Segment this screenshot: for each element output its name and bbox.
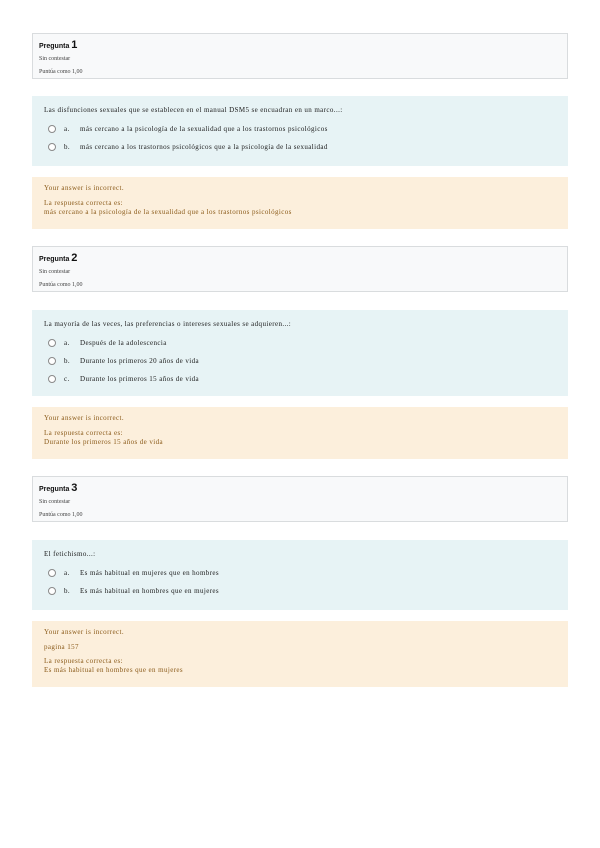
correct-answer-label: La respuesta correcta es: bbox=[44, 657, 123, 665]
feedback-2 bbox=[32, 407, 568, 459]
feedback-3 bbox=[32, 621, 568, 687]
question-info-1 bbox=[32, 33, 568, 79]
question-state: Sin contestar bbox=[39, 499, 71, 505]
feedback-note: pagina 157 bbox=[44, 643, 79, 651]
radio-button[interactable] bbox=[48, 587, 56, 595]
answer-options bbox=[44, 120, 556, 156]
correct-answer: más cercano a la psicología de la sexualidad que a los trastornos psicológicos bbox=[44, 208, 292, 216]
option-text: más cercano a la psicología de la sexualidad que a los trastornos psicológicos bbox=[80, 125, 328, 133]
answer-options bbox=[44, 334, 556, 388]
question-text: Las disfunciones sexuales que se establecen en el manual DSM5 se encuadran en un marco...: bbox=[44, 106, 343, 114]
option-letter: b. bbox=[64, 143, 71, 151]
answer-option-c[interactable] bbox=[44, 370, 556, 388]
option-text: Es más habitual en hombres que en mujeres bbox=[80, 587, 220, 595]
correct-answer: Es más habitual en hombres que en mujeres bbox=[44, 666, 184, 674]
question-grade: Puntúa como 1,00 bbox=[39, 282, 83, 288]
question-grade: Puntúa como 1,00 bbox=[39, 512, 83, 518]
question-info-3 bbox=[32, 476, 568, 522]
feedback-status: Your answer is incorrect. bbox=[44, 414, 125, 422]
question-number: Pregunta 3 bbox=[39, 482, 78, 494]
correct-answer: Durante los primeros 15 años de vida bbox=[44, 438, 163, 446]
option-text: Durante los primeros 15 años de vida bbox=[80, 375, 199, 383]
question-grade: Puntúa como 1,00 bbox=[39, 69, 83, 75]
option-letter: a. bbox=[64, 339, 70, 347]
option-text: Después de la adolescencia bbox=[80, 339, 167, 347]
question-state: Sin contestar bbox=[39, 56, 71, 62]
question-number: Pregunta 1 bbox=[39, 39, 78, 51]
feedback-1 bbox=[32, 177, 568, 229]
question-content-2 bbox=[32, 310, 568, 396]
option-letter: c. bbox=[64, 375, 70, 383]
correct-answer-label: La respuesta correcta es: bbox=[44, 429, 123, 437]
answer-option-b[interactable] bbox=[44, 582, 556, 600]
question-state: Sin contestar bbox=[39, 269, 71, 275]
answer-option-b[interactable] bbox=[44, 138, 556, 156]
option-text: Es más habitual en mujeres que en hombres bbox=[80, 569, 220, 577]
question-info-2 bbox=[32, 246, 568, 292]
answer-option-b[interactable] bbox=[44, 352, 556, 370]
radio-button[interactable] bbox=[48, 339, 56, 347]
option-letter: a. bbox=[64, 125, 70, 133]
answer-option-a[interactable] bbox=[44, 564, 556, 582]
feedback-status: Your answer is incorrect. bbox=[44, 628, 125, 636]
option-letter: a. bbox=[64, 569, 70, 577]
option-letter: b. bbox=[64, 587, 71, 595]
radio-button[interactable] bbox=[48, 375, 56, 383]
feedback-status: Your answer is incorrect. bbox=[44, 184, 125, 192]
option-text: más cercano a los trastornos psicológicos que a la psicología de la sexualidad bbox=[80, 143, 328, 151]
answer-option-a[interactable] bbox=[44, 334, 556, 352]
question-number: Pregunta 2 bbox=[39, 252, 78, 264]
question-content-1 bbox=[32, 96, 568, 166]
answer-options bbox=[44, 564, 556, 600]
answer-option-a[interactable] bbox=[44, 120, 556, 138]
correct-answer-label: La respuesta correcta es: bbox=[44, 199, 123, 207]
option-text: Durante los primeros 20 años de vida bbox=[80, 357, 199, 365]
radio-button[interactable] bbox=[48, 357, 56, 365]
option-letter: b. bbox=[64, 357, 71, 365]
question-text: El fetichismo...: bbox=[44, 550, 96, 558]
question-content-3 bbox=[32, 540, 568, 610]
question-text: La mayoría de las veces, las preferencias o intereses sexuales se adquieren...: bbox=[44, 320, 292, 328]
radio-button[interactable] bbox=[48, 569, 56, 577]
radio-button[interactable] bbox=[48, 143, 56, 151]
radio-button[interactable] bbox=[48, 125, 56, 133]
